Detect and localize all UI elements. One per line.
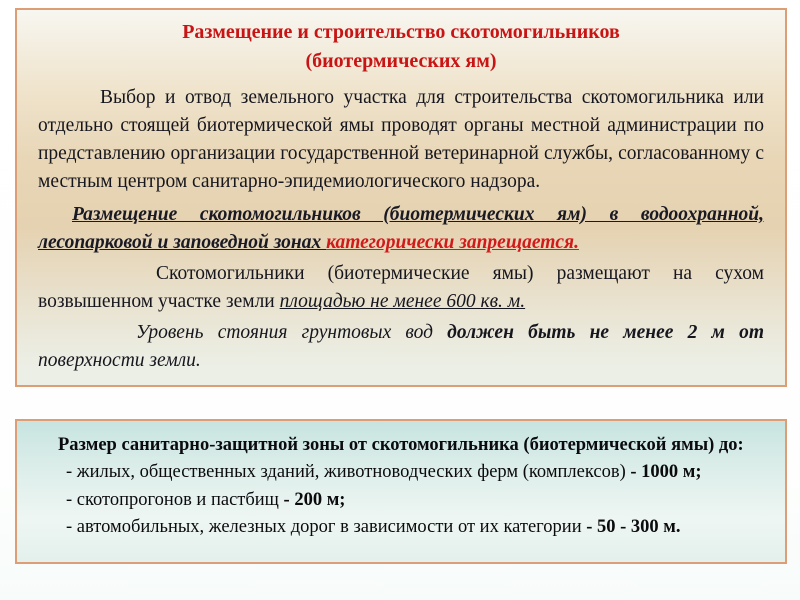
zone-item-roads-text: - автомобильных, железных дорог в зависимости от их категории (66, 517, 582, 537)
paragraph-groundwater-level (38, 319, 764, 375)
rules-text-box (15, 8, 787, 387)
site-area-text: Скотомогильники (биотермические ямы) размещают на сухом возвышенном участке земли (38, 263, 764, 312)
paragraph-placement-prohibition (38, 201, 764, 257)
zone-item-buildings-text: - жилых, общественных зданий, животноводческих ферм (комплексов) (66, 462, 626, 482)
zone-item-buildings (66, 459, 764, 487)
zone-item-pastures (66, 487, 764, 515)
prohibition-emphasis-text: категорически запрещается. (326, 232, 579, 253)
sanitary-zones-box (15, 419, 787, 564)
paragraph-site-area (38, 260, 764, 316)
groundwater-text-start: Уровень стояния грунтовых вод (136, 322, 448, 343)
prohibition-zones-text: Размещение скотомогильников (биотермических ям) в водоохранной, лесопарковой и заповедной зонах (38, 204, 764, 253)
zones-heading: Размер санитарно-защитной зоны от скотомогильника (биотермической ямы) до: (58, 435, 744, 455)
groundwater-text-end: поверхности земли. (38, 350, 201, 371)
zone-item-pastures-text: - скотопрогонов и пастбищ (66, 489, 279, 510)
site-area-minimum: площадью не менее 600 кв. м. (279, 291, 526, 312)
slide-title-line1: Размещение и строительство скотомогильников (182, 21, 620, 43)
zone-item-roads (66, 514, 764, 542)
zone-item-buildings-value: - 1000 м; (625, 462, 702, 482)
slide-title-line2: (биотермических ям) (305, 50, 497, 72)
paragraph-site-selection: Выбор и отвод земельного участка для строительства скотомогильника или отдельно стоящей биотермической ямы проводят органы местной администрации по представлению организации государственной ветеринарной службы, согласованному с местным центром санитарно-эпидемиологического надзора. (38, 87, 764, 192)
zone-item-roads-value: - 50 - 300 м. (581, 517, 681, 537)
groundwater-requirement: должен быть не менее 2 м от (447, 322, 764, 343)
slide-title (38, 18, 764, 76)
zone-item-pastures-value: - 200 м; (278, 489, 346, 510)
